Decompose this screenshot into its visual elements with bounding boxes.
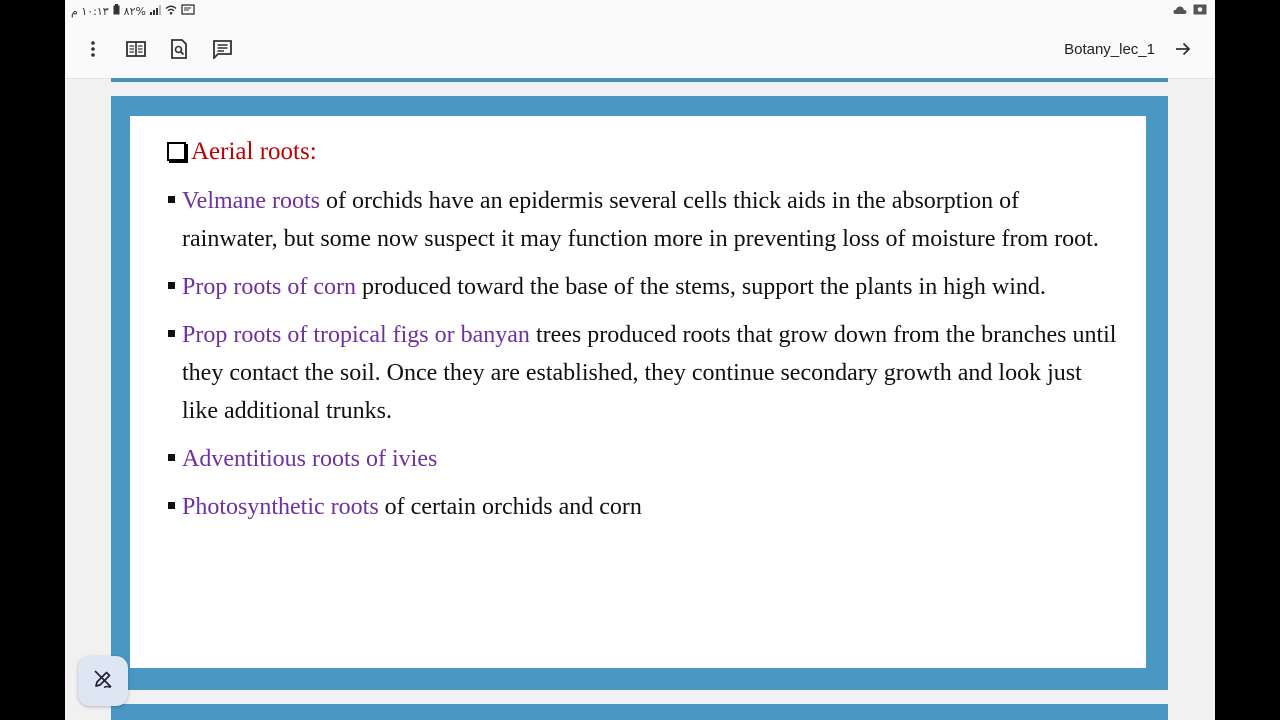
item-text: trees produced roots that grow down from the branches until they contact the soil. Once they are established, they continue secondary growth and look just like additional trunks. bbox=[182, 322, 1117, 424]
list-item bbox=[167, 268, 1117, 306]
slide-content bbox=[130, 116, 1146, 668]
next-slide-edge bbox=[111, 704, 1168, 720]
item-text: of certain orchids and corn bbox=[378, 494, 642, 520]
status-right bbox=[1173, 4, 1207, 18]
find-in-page-button[interactable] bbox=[163, 35, 195, 67]
square-bullet-icon bbox=[168, 330, 175, 337]
list-item bbox=[167, 316, 1117, 430]
cast-icon bbox=[181, 4, 195, 18]
slide bbox=[111, 96, 1168, 690]
highlight-term: Photosynthetic roots bbox=[182, 494, 379, 520]
heading-text: Aerial roots: bbox=[191, 138, 317, 165]
status-time: ١٠:١٣ م bbox=[71, 4, 109, 18]
item-text: produced toward the base of the stems, support the plants in high wind. bbox=[355, 274, 1046, 300]
screen bbox=[65, 0, 1215, 720]
reading-mode-button[interactable] bbox=[120, 35, 152, 67]
square-bullet-icon bbox=[168, 282, 175, 289]
list-item bbox=[167, 182, 1117, 258]
square-bullet-icon bbox=[168, 196, 175, 203]
highlight-term: Prop roots of tropical figs or banyan bbox=[182, 322, 530, 348]
more-options-button[interactable] bbox=[77, 35, 109, 67]
cloud-icon bbox=[1173, 5, 1187, 18]
signal-icon bbox=[150, 5, 161, 18]
slide-heading bbox=[167, 138, 317, 166]
highlight-term: Prop roots of corn bbox=[182, 274, 356, 300]
document-title: Botany_lec_1 bbox=[1064, 41, 1155, 58]
battery-level: ٨٢% bbox=[123, 4, 146, 18]
comment-icon bbox=[213, 40, 232, 63]
edit-button[interactable] bbox=[78, 656, 128, 706]
highlight-term: Velmane roots bbox=[182, 188, 320, 214]
item-text: of orchids have an epidermis several cells thick aids in the absorption of rainwater, but some now suspect it may function more in preventing loss of moisture from root. bbox=[182, 188, 1099, 252]
bullet-list bbox=[167, 182, 1117, 536]
previous-slide-edge bbox=[111, 78, 1168, 82]
more-vert-icon bbox=[91, 41, 95, 61]
screen-record-icon bbox=[1193, 4, 1207, 18]
toolbar bbox=[65, 24, 1215, 79]
list-item bbox=[167, 488, 1117, 526]
find-in-page-icon bbox=[171, 39, 187, 63]
wifi-icon bbox=[165, 5, 177, 18]
status-left bbox=[71, 4, 195, 18]
arrow-forward-icon bbox=[1175, 41, 1191, 61]
reading-mode-icon bbox=[126, 41, 146, 61]
square-bullet-icon bbox=[168, 454, 175, 461]
forward-button[interactable] bbox=[1167, 35, 1199, 67]
list-item bbox=[167, 440, 1117, 478]
highlight-term: Adventitious roots of ivies bbox=[182, 446, 438, 472]
square-bullet-icon bbox=[168, 502, 175, 509]
status-bar bbox=[65, 0, 1215, 24]
battery-icon bbox=[113, 4, 120, 18]
edit-pen-icon bbox=[92, 668, 114, 694]
comments-button[interactable] bbox=[206, 35, 238, 67]
checkbox-bullet-icon bbox=[167, 142, 186, 161]
